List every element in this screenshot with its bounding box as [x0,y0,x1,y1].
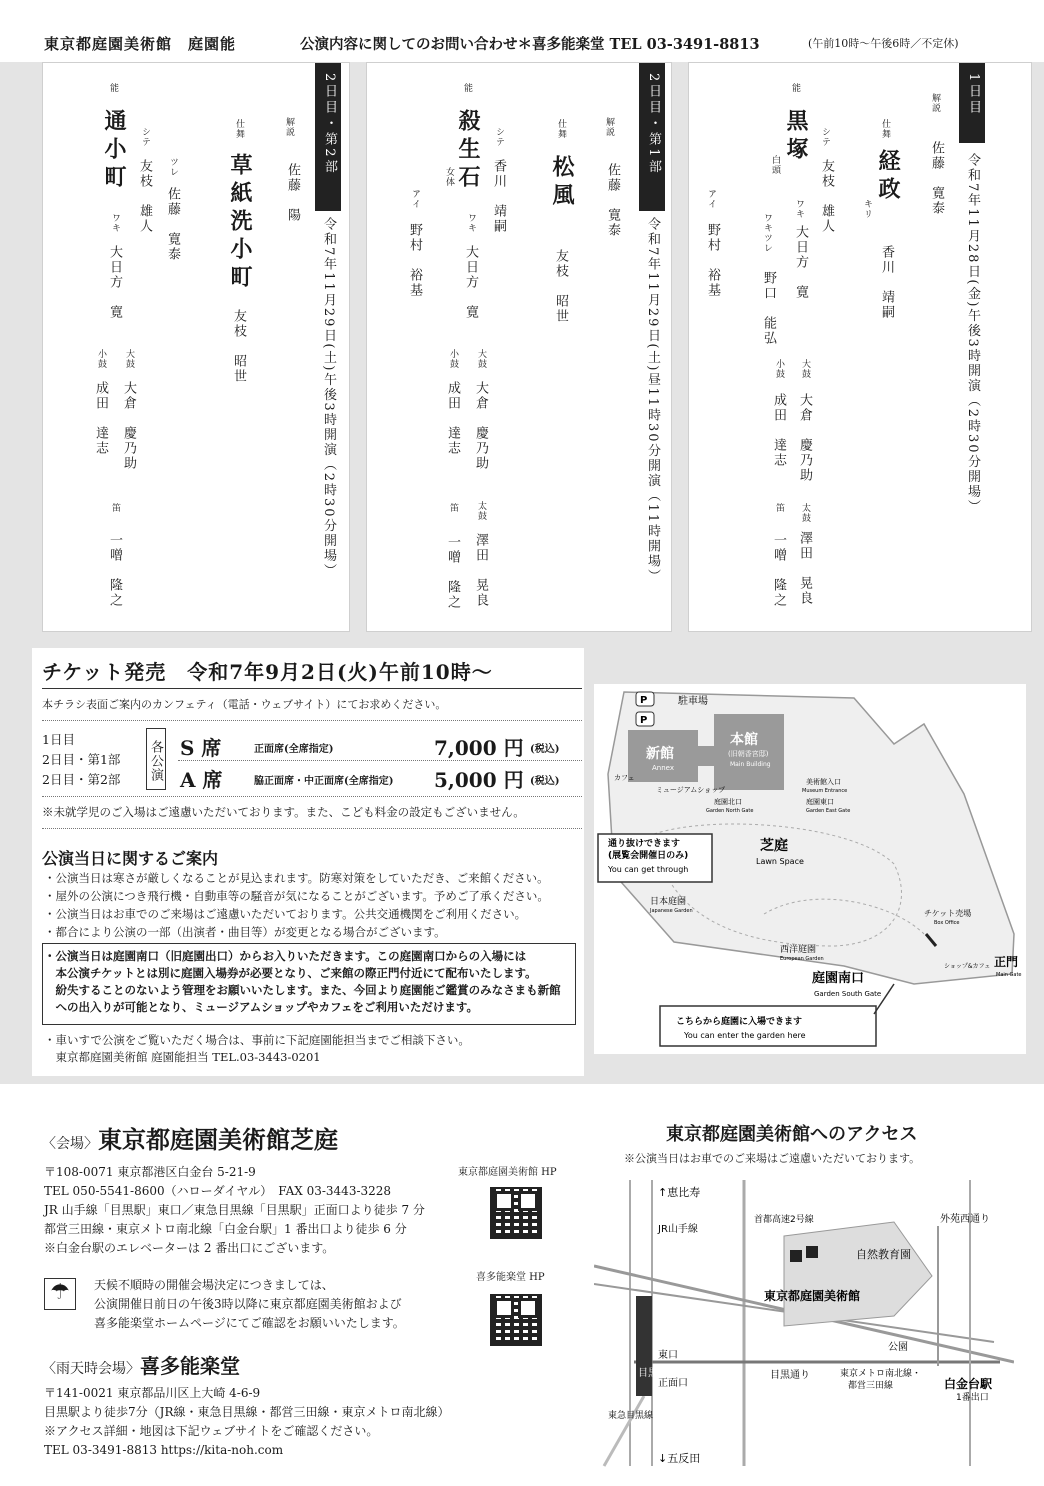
music-role: 小鼓 [96,349,106,369]
venue-access-jr: JR 山手線「目黒駅」東口／東急目黒線「目黒駅」正面口より徒歩 7 分 [44,1203,425,1217]
cast-name: 香川 靖嗣 [491,159,506,234]
cast-role: シテ [140,127,150,147]
s-seat-price: 7,000 円 [434,736,524,760]
alt-access: 目黒駅より徒歩7分（JR線・東急目黒線・都営三田線・東京メトロ南北線） [44,1405,450,1419]
program-date: 令和7年11月29日(土)午後3時開演（2時30分開場） [321,217,336,579]
rain-note-2: 公演開催日前日の午後3時以降に東京都庭園美術館および [94,1297,402,1311]
a-seat-price: 5,000 円 [434,768,524,792]
map-ticket: チケット売場 [924,909,972,918]
cast-role: アイ [706,189,716,209]
info-bullet: ・公演当日は寒さが厳しくなることが見込まれます。防寒対策をしていただき、ご来館ください。 [44,871,549,885]
alt-note: ※アクセス詳細・地図は下記ウェブサイトをご確認ください。 [44,1424,379,1438]
noh-sub: 女体 [444,167,454,187]
music-name: 大倉 慶乃助 [121,381,136,471]
divider [42,720,582,721]
noh-role: 能 [462,83,472,93]
map-parking: 駐車場 [678,696,708,707]
alt-venue-name: 喜多能楽堂 [140,1354,240,1378]
access-map-svg [594,1166,1014,1476]
cast-role: シテ [820,127,830,147]
map-museum-entrance: 美術館入口 [806,778,841,786]
ticket-note: 本チラシ表面ご案内のカンフェティ（電話・ウェブサイト）にてお求めください。 [42,698,447,711]
info-bullet: ・車いすで公演をご覧いただく場合は、事前に下記庭園能担当までご相談下さい。 [44,1033,470,1047]
music-name: 澤田 晃良 [473,533,488,608]
venue-tel: TEL 050-5541-8600（ハローダイヤル） FAX 03-3443-3228 [44,1184,392,1198]
access-ebisu: ↑恵比寿 [658,1186,701,1199]
music-role: 笛 [110,503,120,513]
cast-name: 大日方 寛 [107,245,122,320]
shimai-sub: キリ [862,199,872,219]
info-bullet: ・公演当日は庭園南口（旧庭園出口）からお入りいただきます。この庭園南口からの入場には [44,949,527,963]
cast-role: ワキ [110,213,120,233]
garden-map [594,684,1026,1054]
program-tab: 2日目・第1部 [639,63,665,211]
access-front: 正面口 [658,1378,688,1389]
music-role: 太鼓 [800,503,810,523]
kaisetsu-name: 佐藤 寛泰 [605,163,620,238]
map-through-1: 通り抜けできます [608,839,681,849]
program-card-day2-part1 [366,62,672,632]
info-bullet: ・公演当日はお車でのご来場はご遠慮いただいております。公共交通機関をご利用ください。 [44,907,527,921]
map-south-gate-en: Garden South Gate [814,990,882,998]
info-bullet: ・都合により公演の一部（出演者・曲目等）が変更となる場合がございます。 [44,925,446,939]
map-cafe: カフェ [614,774,635,782]
shimai-role: 仕舞 [234,119,244,139]
noh-role: 能 [790,83,800,93]
shimai-performer: 香川 靖嗣 [879,245,894,320]
divider [178,760,582,761]
each-performance-label: 各公演 [146,728,166,790]
top-header [0,0,1044,62]
noh-sub: 白頭 [770,155,780,175]
access-tokyu: 東急目黒線 [608,1411,654,1421]
cast-name: 野村 裕基 [407,223,422,298]
access-map [594,1120,1014,1476]
map-main-en: Main Building [730,761,771,768]
category: 2日目・第2部 [42,772,121,787]
cast-role: ワキ [466,213,476,233]
music-name: 澤田 晃良 [797,531,812,606]
map-main-gate: 正門 [994,955,1019,969]
music-name: 一噌 隆之 [445,535,460,610]
shimai-role: 仕舞 [880,119,890,139]
info-bullet: ・屋外の公演につき飛行機・自動車等の騒音が気になることがございます。予めご了承ください。 [44,889,549,903]
cast-role: ワキ [794,199,804,219]
music-role: 大鼓 [124,349,134,369]
venue-heading: 〈会場〉東京都庭園美術館芝庭 [42,1125,338,1154]
hp1-label: 東京都庭園美術館 HP [458,1167,557,1178]
program-date: 令和7年11月28日(金)午後3時開演（2時30分開場） [965,153,980,515]
music-name: 一噌 隆之 [107,533,122,608]
cast-name: 野村 裕基 [705,223,720,298]
music-name: 成田 達志 [771,393,786,468]
header-contact: 公演内容に関してのお問い合わせ＊喜多能楽堂 TEL 03-3491-8813 [300,36,760,53]
alt-address: 〒141-0021 東京都品川区上大崎 4-6-9 [44,1386,261,1400]
info-heading: 公演当日に関するご案内 [42,849,219,868]
program-card-day2-part2 [42,62,350,632]
access-gaien: 外苑西通り [940,1214,990,1225]
access-nature: 自然教育園 [856,1248,911,1261]
map-enter-en: You can enter the garden here [684,1031,806,1040]
shimai-title: 松風 [549,155,575,211]
access-meguro: 目黒駅 [638,1368,668,1379]
cast-role: アイ [410,189,420,209]
program-date: 令和7年11月29日(土)昼11時30分開演（11時開場） [645,217,660,585]
kaisetsu-name: 佐藤 寛泰 [929,141,944,216]
music-role: 大鼓 [476,349,486,369]
music-name: 大倉 慶乃助 [473,381,488,471]
header-org: 東京都庭園美術館 庭園能 [44,35,237,53]
map-east-gate: 庭園東口 [806,798,834,806]
music-name: 大倉 慶乃助 [797,393,812,483]
map-lawn-en: Lawn Space [756,857,804,866]
cast-name: 佐藤 寛泰 [165,187,180,262]
program-tab: 1日目 [959,63,985,143]
noh-role: 能 [108,83,118,93]
shimai-performer: 友枝 昭世 [231,309,246,384]
program-tab: 2日目・第2部 [315,63,341,211]
cast-name: 友枝 雄人 [819,159,834,234]
ticket-heading: チケット発売 令和7年9月2日(火)午前10時〜 [42,660,493,684]
access-museum: 東京都庭園美術館 [764,1289,861,1303]
hp2-label: 喜多能楽堂 HP [476,1272,545,1283]
divider [42,828,582,829]
access-meguro-st: 目黒通り [770,1370,810,1381]
alt-venue-heading: 〈雨天時会場〉喜多能楽堂 [42,1354,240,1378]
cast-role: シテ [494,127,504,147]
access-exit1: 1番出口 [956,1393,989,1403]
map-main-gate-en: Main Gate [996,972,1022,978]
rain-note-1: 天候不順時の開催会場決定につきましては、 [94,1278,334,1292]
kaisetsu-role: 解説 [284,117,294,137]
shimai-performer: 友枝 昭世 [553,249,568,324]
access-title: 東京都庭園美術館へのアクセス [666,1124,918,1145]
map-north-gate: 庭園北口 [714,798,742,806]
divider [42,688,582,689]
music-name: 成田 達志 [445,381,460,456]
map-ticket-en: Box Office [934,920,960,926]
garden-map-svg [594,684,1026,1054]
access-shuto: 首都高速2号線 [754,1215,814,1225]
info-bullet: 東京都庭園美術館 庭園能担当 TEL.03-3443-0201 [44,1050,321,1064]
access-shirokane: 白金台駅 [944,1377,993,1391]
map-lawn: 芝庭 [760,838,788,854]
map-japanese: 日本庭園 [650,897,687,907]
ticket-categories [42,730,120,790]
noh-title: 殺生石 [455,109,481,193]
divider [42,796,582,797]
music-name: 一噌 隆之 [771,533,786,608]
music-role: 小鼓 [774,359,784,379]
ticket-info-panel [32,648,584,1076]
kaisetsu-role: 解説 [930,93,940,113]
map-main-sub: (旧朝香宮邸) [728,750,769,758]
music-role: 太鼓 [476,501,486,521]
category: 2日目・第1部 [42,752,121,767]
alt-tel: TEL 03-3491-8813 https://kita-noh.com [44,1443,284,1457]
rain-note-3: 喜多能楽堂ホームページにてご確認をお願いいたします。 [94,1316,405,1330]
cast-role: ツレ [168,157,178,177]
map-shop: ミュージアムショップ [656,786,726,794]
info-bullet: 紛失することのないよう管理をお願いいたします。また、今回より庭園能ご鑑賞のみなさまも新館 [44,983,561,997]
s-seat-label: S 席 [180,736,222,760]
tax-note: (税込) [530,744,560,755]
access-nanboku: 東京メトロ南北線・ [840,1369,922,1379]
cast-name: 野口 能弘 [761,271,776,346]
s-seat-note: 正面席(全席指定) [254,744,334,755]
noh-title: 通小町 [101,109,127,193]
cast-name: 大日方 寛 [463,245,478,320]
map-main: 本館 [730,732,758,748]
map-western-en: European Garden [780,956,824,962]
svg-text:P: P [640,695,648,706]
noh-title: 黒塚 [783,109,809,165]
qr-code-teien[interactable] [490,1187,542,1239]
cast-name: 大日方 寛 [793,225,808,300]
access-mita: 都営三田線 [848,1381,894,1391]
tax-note: (税込) [530,776,560,787]
access-gotanda: ↓五反田 [658,1452,701,1465]
access-park: 公園 [888,1342,908,1353]
program-card-day1 [688,62,1032,632]
cast-role: ワキツレ [762,213,772,253]
shimai-role: 仕舞 [556,119,566,139]
qr-code-kita[interactable] [490,1294,542,1346]
map-through-en: You can get through [608,865,689,874]
info-bullet: 本公演チケットとは別に庭園入場券が必要となり、ご来館の際正門付近にて配布いたします。 [44,966,537,980]
a-seat-label: A 席 [180,768,223,792]
venue-elevator: ※白金台駅のエレベーターは 2 番出口にございます。 [44,1241,335,1255]
music-role: 小鼓 [448,349,458,369]
map-shopcafe: ショップ&カフェ [944,963,991,970]
map-north-gate-en: Garden North Gate [706,808,754,814]
shimai-title: 経政 [875,149,901,205]
map-through-2: (展覧会開催日のみ) [608,851,689,861]
music-role: 笛 [774,503,784,513]
access-note: ※公演当日はお車でのご来場はご遠慮いただいております。 [624,1152,921,1165]
map-annex: 新館 [646,746,674,762]
venue-address: 〒108-0071 東京都港区白金台 5-21-9 [44,1165,256,1179]
category: 1日目 [42,732,75,747]
kaisetsu-role: 解説 [604,117,614,137]
map-museum-entrance-en: Museum Entrance [802,788,848,794]
access-jr: JR山手線 [658,1224,698,1235]
access-east: 東口 [658,1350,678,1361]
child-note: ※未就学児のご入場はご遠慮いただいております。また、こども料金の設定もございません。 [42,805,525,819]
shimai-title: 草紙洗小町 [227,153,253,293]
map-annex-en: Annex [652,764,674,772]
umbrella-icon: ☂ [44,1278,76,1310]
venue-access-metro: 都営三田線・東京メトロ南北線「白金台駅」1 番出口より徒歩 6 分 [44,1222,407,1236]
map-south-gate: 庭園南口 [812,971,865,986]
kaisetsu-name: 佐藤 陽 [285,163,300,223]
info-bullet: への出入りが可能となり、ミュージアムショップやカフェをご利用いただけます。 [44,1000,479,1014]
map-japanese-en: Japanese Garden [650,908,693,914]
map-western: 西洋庭園 [780,945,817,955]
cast-name: 友枝 雄人 [137,159,152,234]
music-name: 成田 達志 [93,381,108,456]
header-hours: (午前10時〜午後6時／不定休) [808,37,959,50]
venue-name: 東京都庭園美術館芝庭 [98,1125,338,1154]
svg-text:P: P [640,715,648,726]
a-seat-note: 脇正面席・中正面席(全席指定) [254,776,394,787]
map-east-gate-en: Garden East Gate [806,808,851,814]
music-role: 笛 [448,503,458,513]
map-enter: こちらから庭園に入場できます [676,1017,803,1027]
music-role: 大鼓 [800,359,810,379]
